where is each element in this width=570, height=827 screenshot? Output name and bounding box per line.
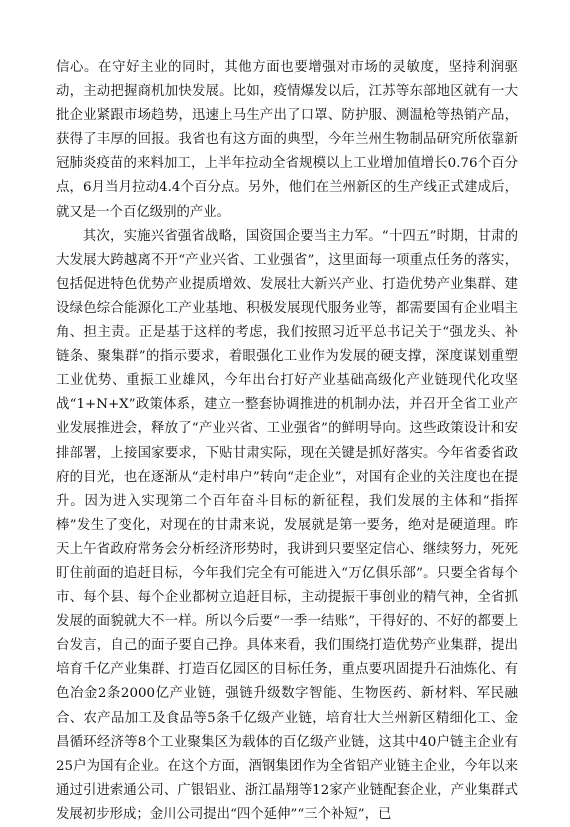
paragraph-1: 信心。在守好主业的同时，其他方面也要增强对市场的灵敏度，坚持利润驱动，主动把握商机加快发展。比如，疫情爆发以后，江苏等东部地区就有一大批企业紧跟市场趋势，迅速上马生产出了口罩、防护服、测温枪等热销产品，获得了丰厚的回报。我省也有这方面的典型，今年兰州生物制品研究所依靠新冠肺炎疫苗的来料加工，上半年拉动全省规模以上工业增加值增长0.76个百分点，6月当月拉动4.4个百分点。另外，他们在兰州新区的生产线正式建成后，就又是一个百亿级别的产业。: [56, 60, 518, 220]
paragraph-2: 其次，实施兴省强省战略，国资国企要当主力军。“十四五”时期，甘肃的大发展大跨越离不开“产业兴省、工业强省”，这里面每一项重点任务的落实，包括促进特色优势产业提质增效、发展壮大新兴产业、打造优势产业集群、建设绿色综合能源化工产业基地、积极发展现代服务业等，都需要国有企业唱主角、担主责。正是基于这样的考虑，我们按照习近平总书记关于“强龙头、补链条、聚集群”的指示要求，着眼强化工业作为发展的硬支撑，深度谋划重塑工业优势、重振工业雄风，今年出台打好产业基础高级化产业链现代化攻坚战“1+N+X”政策体系，建立一整套协调推进的机制办法，并召开全省工业产业发展推进会，释放了“产业兴省、工业强省”的鲜明导向。这些政策设计和安排部署，上接国家要求，下贴甘肃实际，现在关键是抓好落实。今年省委省政府的目光，也在逐渐从“走村串户”转向“走企业”，对国有企业的关注度也在提升。因为进入实现第二个百年奋斗目标的新征程，我们发展的主体和“指挥棒”发生了变化，对现在的甘肃来说，发展就是第一要务，绝对是硬道理。昨天上午省政府常务会分析经济形势时，我讲到只要坚定信心、继续努力，死死盯住前面的追赶目标，今年我们完全有可能进入“万亿俱乐部”。只要全省每个市、每个县、每个企业都树立追赶目标，主动提振干事创业的精气神，全省抓发展的面貌就大不一样。所以今后要“一季一结账”，干得好的、不好的都要上台发言，自己的面子要自己挣。具体来看，我们围绕打造优势产业集群，提出培育千亿产业集群、打造百亿园区的目标任务，重点要巩固提升石油炼化、有色冶金2条2000亿产业链，强链升级数字智能、生物医药、新材料、军民融合、农产品加工及食品等5条千亿级产业链，培育壮大兰州新区精细化工、金昌循环经济等8个工业聚集区为载体的百亿级产业链，这其中40户链主企业有25户为国有企业。在这个方面，酒钢集团作为全省铝产业链主企业，今年以来通过引进索通公司、广银铝业、浙江晶翔等12家产业链配套企业，产业集群式发展初步形成；金川公司提出“四个延伸”“三个补短”，已: [56, 228, 518, 822]
document-body: [56, 56, 518, 827]
